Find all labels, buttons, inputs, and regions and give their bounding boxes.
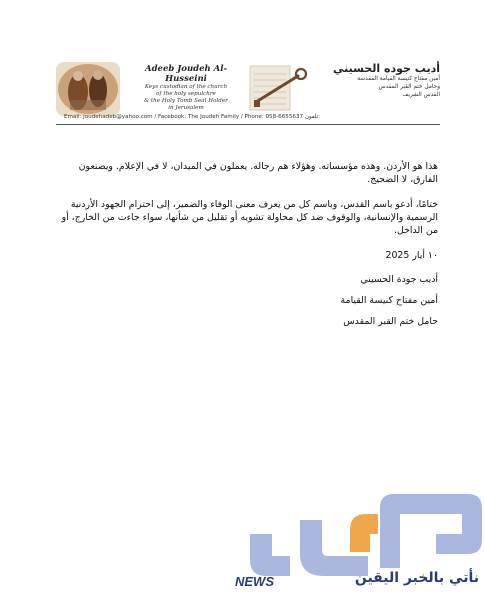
- letter-body: [56, 160, 438, 336]
- arabic-title-line: وحامل ختم القبر المقدس: [378, 84, 440, 90]
- phone-label-arabic: تلفون:: [304, 114, 321, 120]
- arabic-title-line: القدس الشريف: [402, 92, 440, 98]
- news-label: NEWS: [235, 574, 274, 589]
- site-tagline: نأتي بالخبر اليقين: [354, 570, 479, 586]
- arabic-name: أديب جوده الحسيني: [333, 62, 440, 75]
- english-heading: [126, 64, 246, 112]
- letterhead-divider: [56, 124, 440, 125]
- paragraph: هذا هو الأردن. وهذه مؤسساته. وهؤلاء هم رجاله. يعملون في الميدان، لا في الإعلام. ويصنعون الفارق، لا الضجيج.: [78, 161, 438, 185]
- signature-name: أديب جودة الحسيني: [360, 274, 438, 285]
- signature-title: حامل ختم القبر المقدس: [343, 316, 438, 327]
- english-title-line: & the Holy Tomb Seal Holder: [144, 98, 228, 104]
- key-seal-emblem: [248, 62, 308, 114]
- arabic-title-line: أمين مفتاح كنيسة القيامة المقدسة: [357, 76, 440, 82]
- english-title-line: in Jerusalem: [168, 105, 204, 111]
- letterhead-photo: [56, 62, 120, 116]
- contact-line: [64, 114, 384, 120]
- letter-date: ١٠ أيار 2025: [385, 250, 438, 261]
- arabic-heading: [320, 62, 440, 99]
- contact-details: Email: joudehadeb@yahoo.com / Facebook: The Joudeh Family / Phone: 058-6655637: [64, 114, 304, 120]
- english-title-line: Keys custodian of the church: [144, 84, 228, 90]
- signature-title: أمين مفتاح كنيسة القيامة: [340, 295, 438, 306]
- english-name: Adeeb Joudeh Al-Husseini: [145, 64, 227, 84]
- english-title-line: of the holy sepulchre: [156, 91, 216, 97]
- closing-paragraph: ختامًا، أدعو باسم القدس، وباسم كل من يعرف معنى الوفاء والضمير، إلى احترام الجهود الأردنية الرسمية والإنسانية، والوقوف ضد كل محاولة تشويه أو تقليل من شأنها، سواء جاءت من الخارج، أو من الداخل.: [61, 199, 438, 236]
